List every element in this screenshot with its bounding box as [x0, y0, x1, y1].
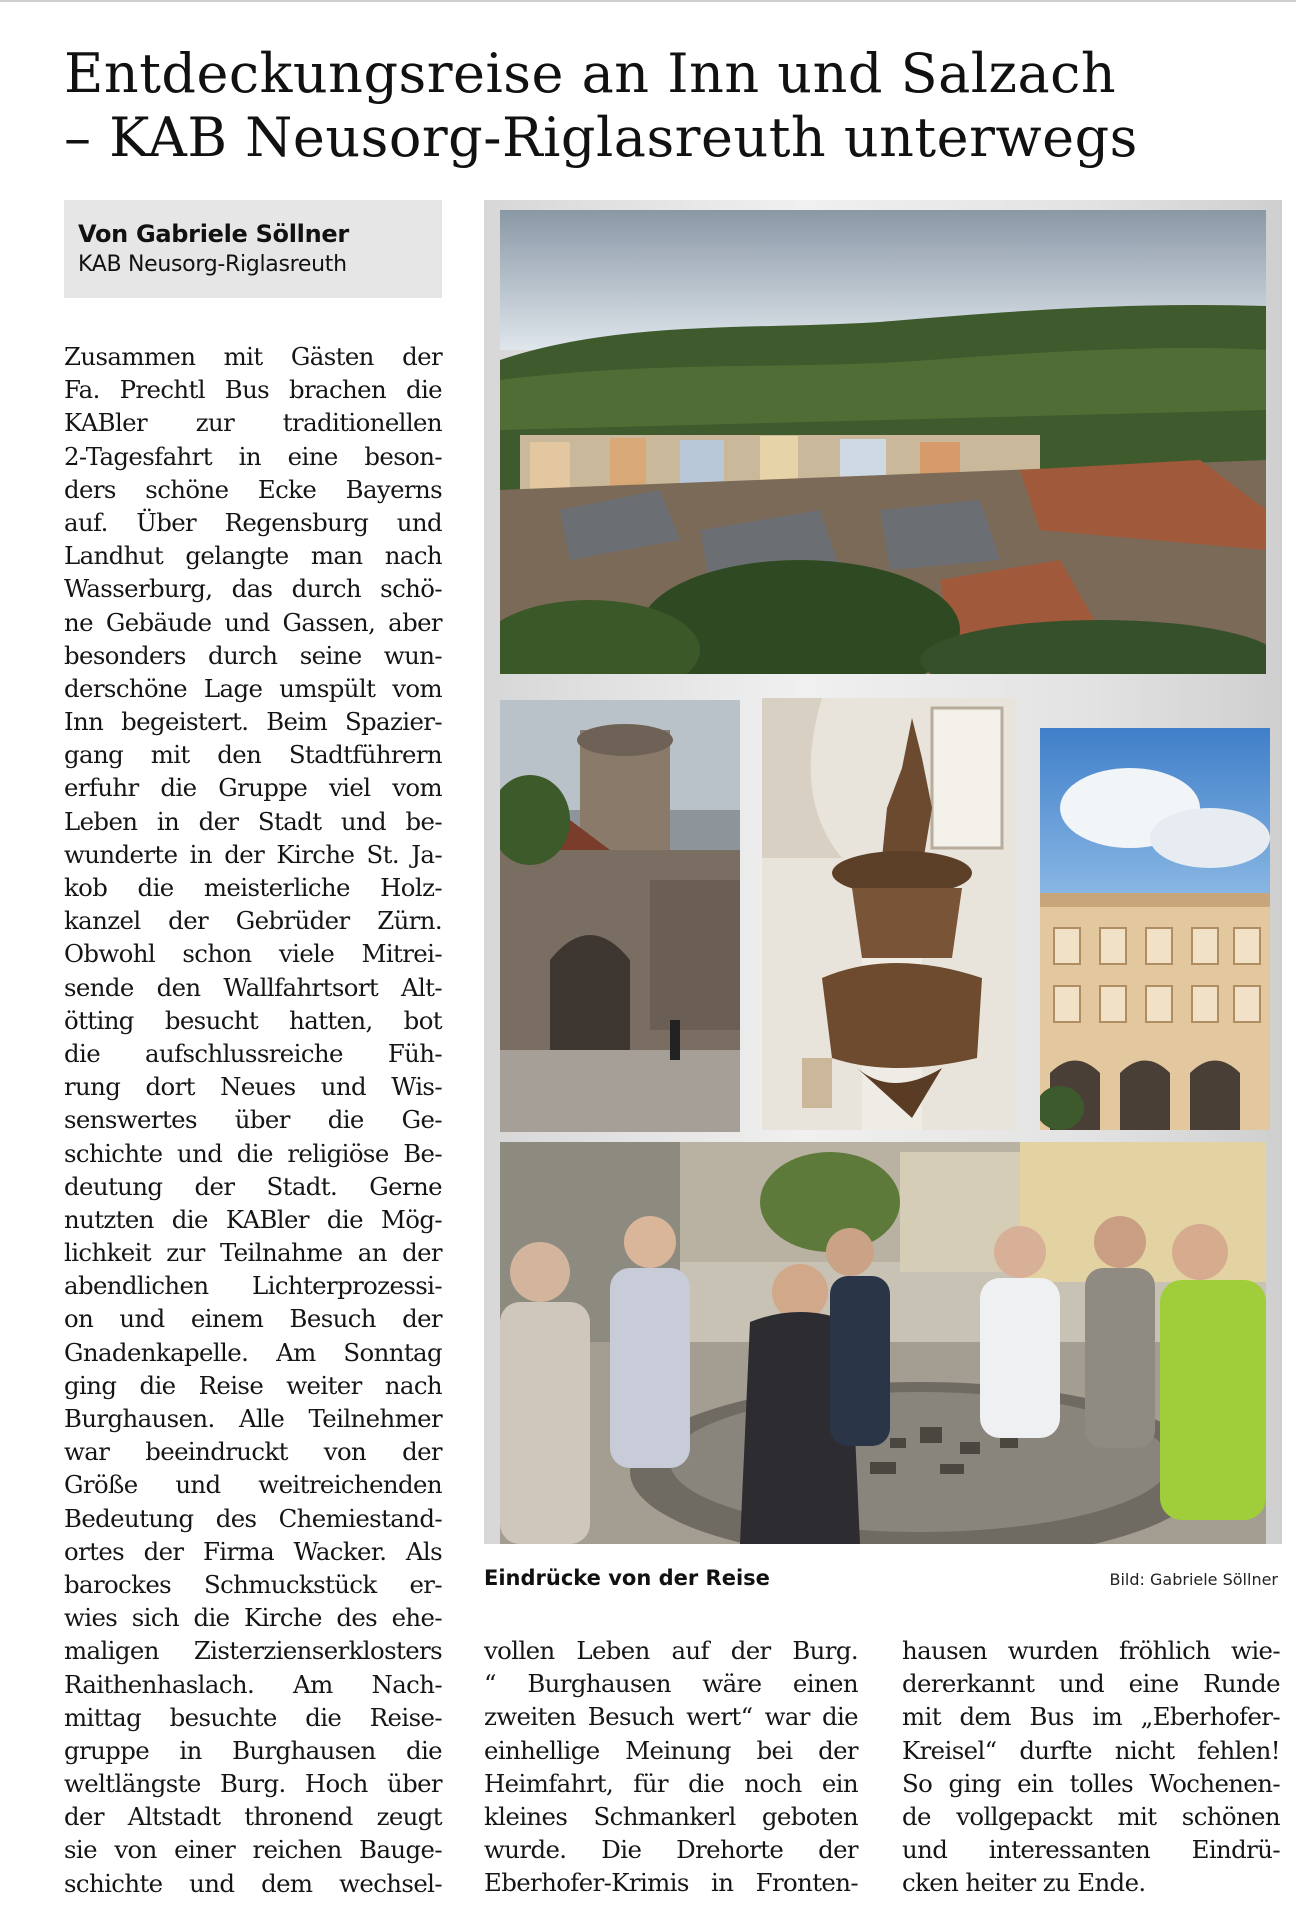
body-text-line: der Altstadt thronend zeugt	[64, 1802, 442, 1832]
body-text-line: Fa. Prechtl Bus brachen die	[64, 375, 442, 405]
body-text-line: ne Gebäude und Gassen, aber	[64, 607, 442, 637]
body-text-line: Wasserburg, das durch schö-	[64, 574, 442, 604]
body-text-line: kob die meisterliche Holz-	[64, 873, 442, 902]
body-text-line: hausen wurden fröhlich wie-	[902, 1636, 1280, 1665]
article-body-middle-column	[484, 1634, 858, 1900]
body-text-line: zweiten Besuch wert“ war die	[484, 1702, 858, 1732]
body-text-line: Gnadenkapelle. Am Sonntag	[64, 1337, 442, 1367]
body-text-line: sende den Wallfahrtsort Alt-	[64, 972, 442, 1002]
headline	[64, 42, 1264, 170]
body-text-line: kanzel der Gebrüder Zürn.	[64, 906, 442, 936]
photo-town-panorama	[500, 210, 1266, 674]
body-text-line: derschöne Lage umspült vom	[64, 673, 442, 703]
body-text-line: Inn begeistert. Beim Spazier-	[64, 707, 442, 737]
body-text-line: KABler zur traditionellen	[64, 408, 442, 438]
body-text-line: Burghausen. Alle Teilnehmer	[64, 1404, 442, 1433]
body-text-line: “ Burghausen wäre einen	[484, 1669, 858, 1699]
body-text-line: wunderte in der Kirche St. Ja-	[64, 839, 442, 869]
body-text-line: cken heiter zu Ende.	[902, 1868, 1146, 1898]
top-rule	[0, 0, 1296, 2]
body-text-line: mit dem Bus im „Eberhofer-	[902, 1702, 1280, 1732]
body-text-line: on und einem Besuch der	[64, 1304, 442, 1334]
photo-church-pulpit	[762, 698, 1016, 1130]
body-text-line: deutung der Stadt. Gerne	[64, 1171, 442, 1201]
photo-tour-group	[500, 1142, 1266, 1544]
byline-box	[64, 200, 442, 298]
body-text-line: abendlichen Lichterprozessi-	[64, 1271, 442, 1301]
body-text-line: Eberhofer-Krimis in Fronten-	[484, 1868, 858, 1898]
body-text-line: de vollgepackt mit schönen	[902, 1801, 1280, 1831]
body-text-line: ging die Reise weiter nach	[64, 1370, 442, 1400]
body-text-line: Zusammen mit Gästen der	[64, 342, 442, 371]
body-text-line: ders schöne Ecke Bayerns	[64, 474, 442, 504]
body-text-line: wurde. Die Drehorte der	[484, 1835, 858, 1865]
body-text-line: die aufschlussreiche Füh-	[64, 1038, 442, 1068]
body-text-line: Leben in der Stadt und be-	[64, 806, 442, 836]
body-text-line: vollen Leben auf der Burg.	[484, 1636, 858, 1665]
body-text-line: schichte und die religiöse Be-	[64, 1138, 442, 1168]
body-text-line: erfuhr die Gruppe viel vom	[64, 773, 442, 803]
body-text-line: Kreisel“ durfte nicht fehlen!	[902, 1735, 1280, 1765]
body-text-line: gruppe in Burghausen die	[64, 1735, 442, 1765]
body-text-line: nutzten die KABler die Mög-	[64, 1204, 442, 1234]
body-text-line: Heimfahrt, für die noch ein	[484, 1768, 858, 1798]
headline-line-1: Entdeckungsreise an Inn und Salzach	[64, 42, 1117, 105]
body-text-line: war beeindruckt von der	[64, 1437, 442, 1467]
body-text-line: und interessanten Eindrü-	[902, 1835, 1280, 1865]
article-body-left-column	[64, 340, 442, 1900]
body-text-line: Landhut gelangte man nach	[64, 541, 442, 571]
photo-collage	[484, 200, 1282, 1544]
headline-line-2: – KAB Neusorg-Riglasreuth unterwegs	[64, 106, 1138, 169]
body-text-line: So ging ein tolles Wochenen-	[902, 1768, 1280, 1798]
photo-tower-gate	[500, 700, 740, 1132]
body-text-line: 2-Tagesfahrt in eine beson-	[64, 441, 442, 471]
body-text-line: ortes der Firma Wacker. Als	[64, 1536, 442, 1566]
body-text-line: Größe und weitreichenden	[64, 1470, 442, 1500]
body-text-line: gang mit den Stadtführern	[64, 740, 442, 770]
body-text-line: Raithenhaslach. Am Nach-	[64, 1669, 442, 1699]
photo-town-facade	[1040, 728, 1270, 1130]
body-text-line: dererkannt und eine Runde	[902, 1669, 1280, 1699]
body-text-line: ötting besucht hatten, bot	[64, 1005, 442, 1035]
body-text-line: weltlängste Burg. Hoch über	[64, 1769, 442, 1799]
body-text-line: senswertes über die Ge-	[64, 1105, 442, 1135]
photo-credit: Bild: Gabriele Söllner	[1109, 1570, 1278, 1589]
body-text-line: mittag besuchte die Reise-	[64, 1702, 442, 1732]
body-text-line: Bedeutung des Chemiestand-	[64, 1503, 442, 1533]
article-body-right-column	[902, 1634, 1280, 1900]
photo-caption: Eindrücke von der Reise	[484, 1566, 770, 1590]
body-text-line: einhellige Meinung bei der	[484, 1735, 858, 1765]
body-text-line: auf. Über Regensburg und	[64, 507, 442, 537]
byline-organization: KAB Neusorg-Riglasreuth	[78, 252, 347, 277]
body-text-line: sie von einer reichen Bauge-	[64, 1835, 442, 1865]
body-text-line: schichte und dem wechsel-	[64, 1868, 442, 1898]
body-text-line: Obwohl schon viele Mitrei-	[64, 939, 442, 969]
byline-author: Von Gabriele Söllner	[78, 220, 349, 248]
body-text-line: lichkeit zur Teilnahme an der	[64, 1238, 442, 1268]
body-text-line: kleines Schmankerl geboten	[484, 1801, 858, 1831]
body-text-line: wies sich die Kirche des ehe-	[64, 1603, 442, 1633]
body-text-line: maligen Zisterzienserklosters	[64, 1636, 442, 1666]
body-text-line: besonders durch seine wun-	[64, 640, 442, 670]
body-text-line: rung dort Neues und Wis-	[64, 1072, 442, 1102]
body-text-line: barockes Schmuckstück er-	[64, 1569, 442, 1599]
